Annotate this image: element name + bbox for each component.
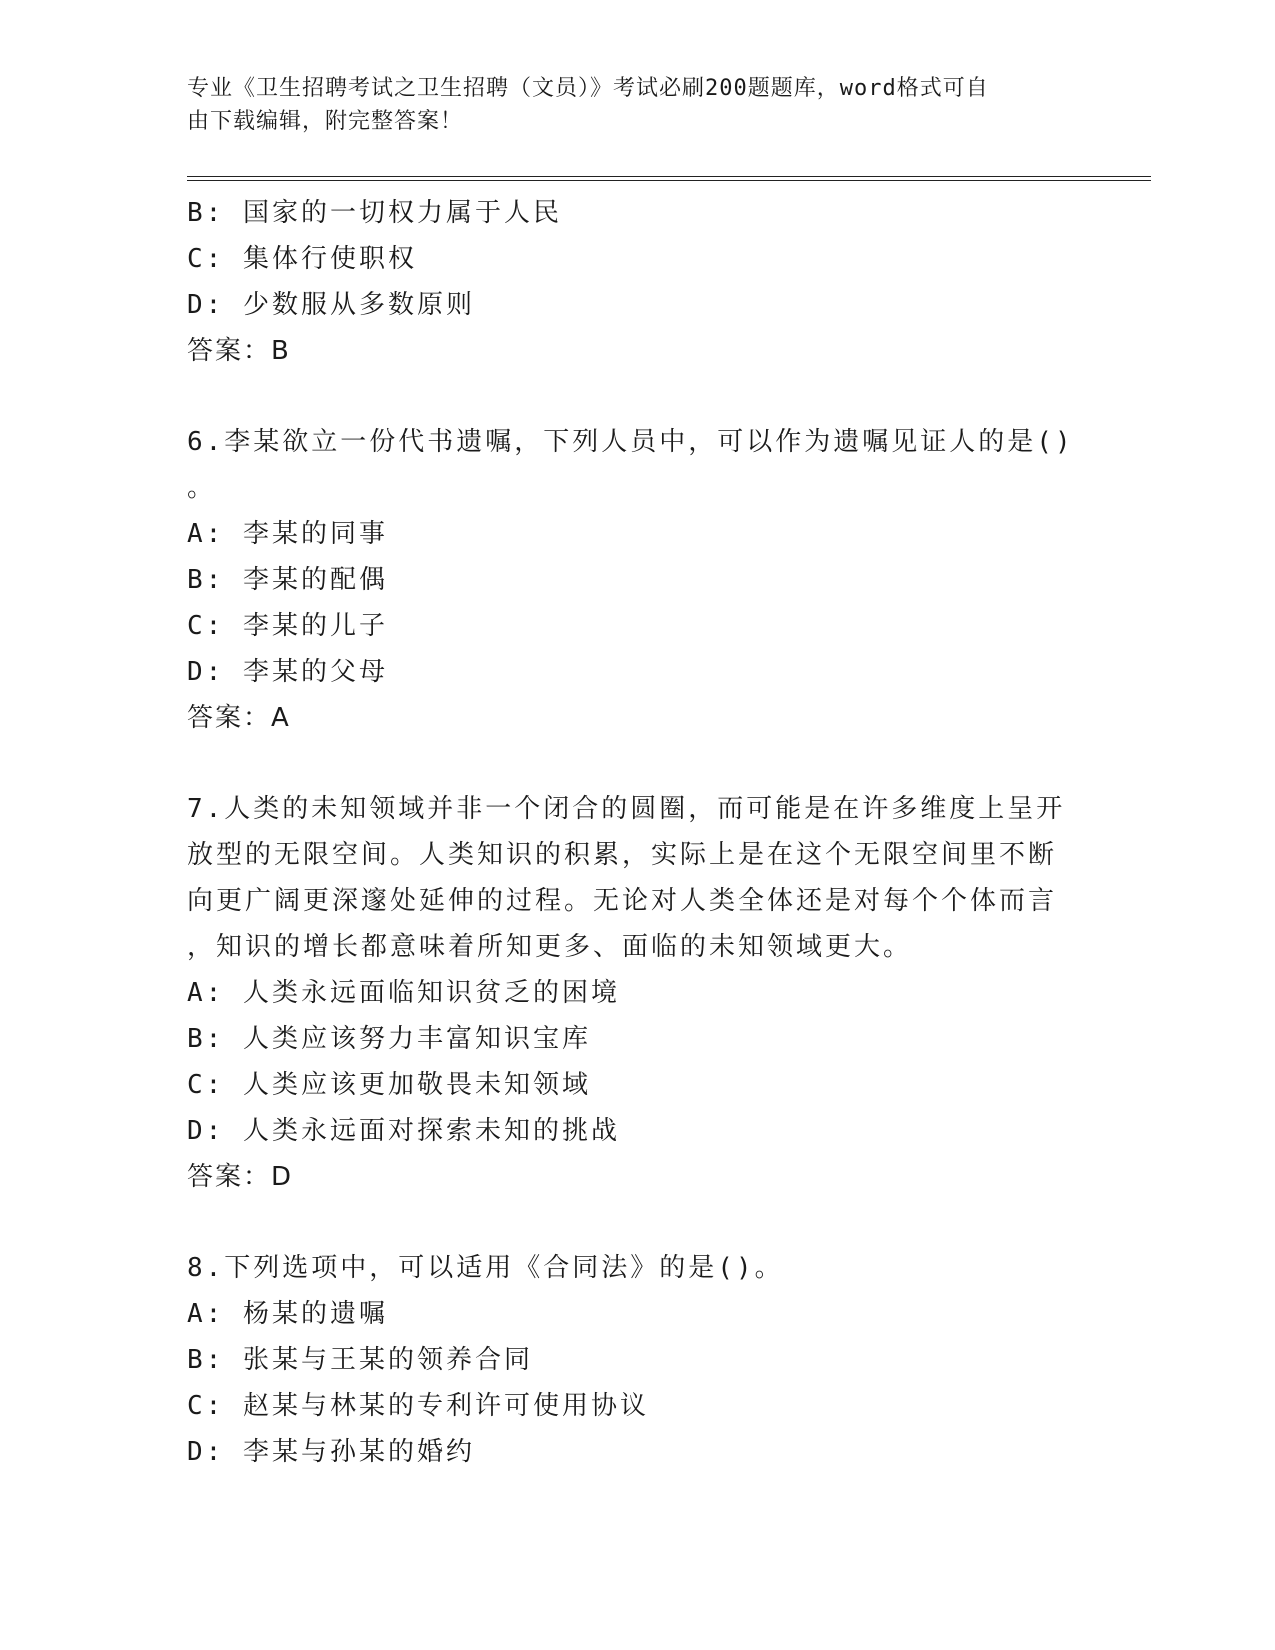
- header-divider: [187, 176, 1151, 181]
- question-7: [187, 786, 1067, 1200]
- question-stem: 6.李某欲立一份代书遗嘱，下列人员中，可以作为遗嘱见证人的是(): [187, 427, 1074, 457]
- option-a: A: 李某的同事: [187, 519, 388, 549]
- spacer: [187, 1200, 1067, 1245]
- question-stem: 。: [187, 473, 217, 503]
- question-8: [187, 1245, 1067, 1475]
- question-stem: 7.人类的未知领域并非一个闭合的圆圈，而可能是在许多维度上呈开: [187, 794, 1066, 824]
- question-stem: 放型的无限空间。人类知识的积累，实际上是在这个无限空间里不断: [187, 840, 1058, 870]
- option-c: C: 人类应该更加敬畏未知领域: [187, 1070, 591, 1100]
- option-c: C: 集体行使职权: [187, 244, 417, 274]
- option-a: A: 人类永远面临知识贫乏的困境: [187, 978, 620, 1008]
- option-b: B: 国家的一切权力属于人民: [187, 198, 562, 228]
- option-b: B: 人类应该努力丰富知识宝库: [187, 1024, 591, 1054]
- question-5: [187, 190, 1067, 374]
- question-6: [187, 419, 1074, 741]
- document-header: [187, 72, 1067, 138]
- question-list: [187, 190, 1074, 1475]
- header-title-line2: 由下载编辑，附完整答案！: [187, 109, 464, 134]
- answer-label: 答案：B: [187, 336, 291, 366]
- answer-label: 答案：A: [187, 703, 291, 733]
- option-d: D: 人类永远面对探索未知的挑战: [187, 1116, 620, 1146]
- option-d: D: 少数服从多数原则: [187, 290, 475, 320]
- header-title-line1: 专业《卫生招聘考试之卫生招聘（文员）》考试必刷200题题库，word格式可自: [187, 76, 989, 101]
- option-d: D: 李某的父母: [187, 657, 388, 687]
- question-stem: 8.下列选项中，可以适用《合同法》的是()。: [187, 1253, 784, 1283]
- option-a: A: 杨某的遗嘱: [187, 1299, 388, 1329]
- question-stem: 向更广阔更深邃处延伸的过程。无论对人类全体还是对每个个体而言: [187, 886, 1058, 916]
- answer-label: 答案：D: [187, 1162, 294, 1192]
- spacer: [187, 374, 1067, 419]
- option-c: C: 李某的儿子: [187, 611, 388, 641]
- option-b: B: 张某与王某的领养合同: [187, 1345, 533, 1375]
- option-d: D: 李某与孙某的婚约: [187, 1437, 475, 1467]
- option-b: B: 李某的配偶: [187, 565, 388, 595]
- option-c: C: 赵某与林某的专利许可使用协议: [187, 1391, 649, 1421]
- question-stem: ，知识的增长都意味着所知更多、面临的未知领域更大。: [187, 932, 913, 962]
- spacer: [187, 741, 1067, 786]
